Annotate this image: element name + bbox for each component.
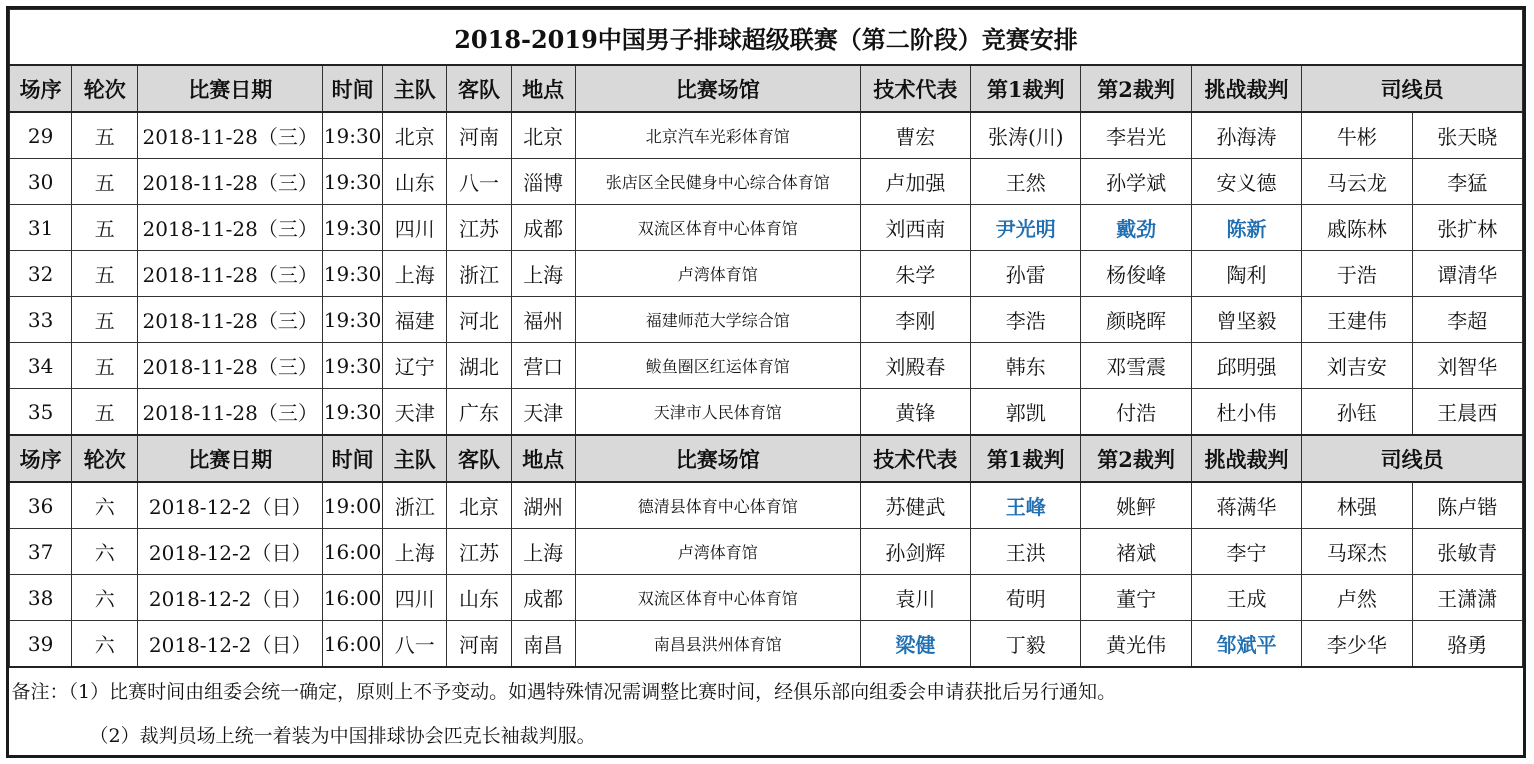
cell-home: 四川 [383,575,447,621]
cell-round: 五 [72,297,138,343]
header-ref2: 第2裁判 [1081,65,1191,112]
cell-venue: 天津市人民体育馆 [575,389,860,436]
note-row-1 [10,667,1523,712]
cell-date: 2018-11-28（三） [138,343,323,389]
cell-date: 2018-12-2（日） [138,482,323,529]
cell-line2: 张天晓 [1412,112,1522,159]
cell-place: 北京 [511,112,575,159]
cell-delegate: 孙剑辉 [860,529,970,575]
cell-delegate: 黄锋 [860,389,970,436]
cell-home: 北京 [383,112,447,159]
cell-delegate: 曹宏 [860,112,970,159]
schedule-table [9,9,1523,756]
cell-venue: 德清县体育中心体育馆 [575,482,860,529]
cell-line1: 戚陈林 [1302,205,1412,251]
cell-line1: 林强 [1302,482,1412,529]
cell-line1: 孙钰 [1302,389,1412,436]
cell-ref2: 李岩光 [1081,112,1191,159]
cell-line2: 刘智华 [1412,343,1522,389]
cell-round: 五 [72,159,138,205]
cell-round: 六 [72,482,138,529]
cell-round: 六 [72,621,138,668]
cell-line1: 牛彬 [1302,112,1412,159]
cell-round: 五 [72,343,138,389]
round-six-rows [10,482,1523,667]
cell-seq: 32 [10,251,72,297]
header-ref1: 第1裁判 [971,435,1081,482]
cell-seq: 39 [10,621,72,668]
cell-away: 北京 [447,482,511,529]
header-ref2: 第2裁判 [1081,435,1191,482]
cell-time: 16:00 [323,529,383,575]
cell-challenge: 王成 [1191,575,1301,621]
cell-venue: 双流区体育中心体育馆 [575,575,860,621]
cell-challenge: 孙海涛 [1191,112,1301,159]
header-place: 地点 [511,435,575,482]
cell-time: 19:30 [323,112,383,159]
cell-date: 2018-11-28（三） [138,297,323,343]
cell-place: 上海 [511,251,575,297]
cell-ref1: 张涛(川) [971,112,1081,159]
cell-away: 河南 [447,621,511,668]
cell-date: 2018-11-28（三） [138,159,323,205]
cell-place: 上海 [511,529,575,575]
cell-delegate: 苏健武 [860,482,970,529]
cell-line1: 马云龙 [1302,159,1412,205]
header-round: 轮次 [72,435,138,482]
cell-home: 上海 [383,251,447,297]
cell-ref1: 李浩 [971,297,1081,343]
cell-seq: 34 [10,343,72,389]
cell-time: 19:30 [323,389,383,436]
cell-ref2: 戴劲 [1081,205,1191,251]
cell-round: 五 [72,112,138,159]
cell-date: 2018-12-2（日） [138,621,323,668]
header-seq: 场序 [10,435,72,482]
cell-line1: 卢然 [1302,575,1412,621]
cell-seq: 30 [10,159,72,205]
table-row [10,482,1523,529]
table-row [10,343,1523,389]
header-delegate: 技术代表 [860,65,970,112]
header-date: 比赛日期 [138,65,323,112]
cell-time: 16:00 [323,575,383,621]
table-row [10,297,1523,343]
cell-delegate: 李刚 [860,297,970,343]
cell-venue: 鲅鱼圈区红运体育馆 [575,343,860,389]
cell-time: 19:30 [323,343,383,389]
cell-date: 2018-11-28（三） [138,112,323,159]
cell-ref1: 尹光明 [971,205,1081,251]
cell-line1: 刘吉安 [1302,343,1412,389]
cell-date: 2018-12-2（日） [138,529,323,575]
cell-ref2: 董宁 [1081,575,1191,621]
cell-home: 天津 [383,389,447,436]
cell-place: 湖州 [511,482,575,529]
cell-challenge: 邹斌平 [1191,621,1301,668]
cell-venue: 卢湾体育馆 [575,529,860,575]
cell-venue: 福建师范大学综合馆 [575,297,860,343]
cell-challenge: 陈新 [1191,205,1301,251]
cell-home: 山东 [383,159,447,205]
title-row [10,10,1523,66]
cell-seq: 36 [10,482,72,529]
cell-line2: 李猛 [1412,159,1522,205]
table-row [10,205,1523,251]
note-2: （2）裁判员场上统一着装为中国排球协会匹克长袖裁判服。 [89,724,596,747]
cell-round: 六 [72,529,138,575]
cell-ref1: 王洪 [971,529,1081,575]
header-linesman: 司线员 [1302,65,1523,112]
cell-line2: 王潇潇 [1412,575,1522,621]
header-venue: 比赛场馆 [575,435,860,482]
cell-ref2: 姚鲆 [1081,482,1191,529]
cell-line2: 张敏青 [1412,529,1522,575]
cell-time: 19:30 [323,205,383,251]
cell-ref1: 王峰 [971,482,1081,529]
header-linesman: 司线员 [1302,435,1523,482]
cell-home: 四川 [383,205,447,251]
header-home: 主队 [383,435,447,482]
cell-venue: 双流区体育中心体育馆 [575,205,860,251]
cell-place: 福州 [511,297,575,343]
table-row [10,529,1523,575]
header-challenge: 挑战裁判 [1191,65,1301,112]
table-row [10,112,1523,159]
cell-ref2: 孙学斌 [1081,159,1191,205]
cell-line2: 张扩林 [1412,205,1522,251]
cell-away: 江苏 [447,529,511,575]
cell-challenge: 陶利 [1191,251,1301,297]
header-place: 地点 [511,65,575,112]
cell-delegate: 刘殿春 [860,343,970,389]
table-row [10,575,1523,621]
note-1: 备注：（1）比赛时间由组委会统一确定，原则上不予变动。如遇特殊情况需调整比赛时间，经俱乐部向组委会申请获批后另行通知。 [10,667,1523,712]
cell-away: 八一 [447,159,511,205]
header-home: 主队 [383,65,447,112]
cell-venue: 张店区全民健身中心综合体育馆 [575,159,860,205]
cell-challenge: 蒋满华 [1191,482,1301,529]
header-challenge: 挑战裁判 [1191,435,1301,482]
cell-round: 五 [72,389,138,436]
cell-ref2: 颜晓晖 [1081,297,1191,343]
cell-round: 五 [72,251,138,297]
table-row [10,251,1523,297]
cell-challenge: 杜小伟 [1191,389,1301,436]
header-time: 时间 [323,435,383,482]
cell-delegate: 卢加强 [860,159,970,205]
cell-date: 2018-11-28（三） [138,205,323,251]
cell-time: 19:30 [323,297,383,343]
header-seq: 场序 [10,65,72,112]
cell-round: 五 [72,205,138,251]
cell-away: 河北 [447,297,511,343]
cell-date: 2018-11-28（三） [138,251,323,297]
cell-ref2: 黄光伟 [1081,621,1191,668]
cell-line1: 马琛杰 [1302,529,1412,575]
table-row [10,389,1523,436]
cell-date: 2018-12-2（日） [138,575,323,621]
cell-line2: 李超 [1412,297,1522,343]
cell-delegate: 梁健 [860,621,970,668]
cell-ref2: 付浩 [1081,389,1191,436]
cell-date: 2018-11-28（三） [138,389,323,436]
cell-delegate: 刘西南 [860,205,970,251]
cell-seq: 38 [10,575,72,621]
cell-ref1: 荀明 [971,575,1081,621]
header-time: 时间 [323,65,383,112]
cell-home: 八一 [383,621,447,668]
cell-away: 湖北 [447,343,511,389]
cell-seq: 31 [10,205,72,251]
cell-away: 浙江 [447,251,511,297]
cell-time: 19:30 [323,159,383,205]
cell-ref1: 王然 [971,159,1081,205]
cell-challenge: 曾坚毅 [1191,297,1301,343]
cell-line2: 王晨西 [1412,389,1522,436]
header-row [10,65,1523,112]
cell-ref2: 杨俊峰 [1081,251,1191,297]
cell-ref1: 丁毅 [971,621,1081,668]
header-delegate: 技术代表 [860,435,970,482]
cell-away: 广东 [447,389,511,436]
cell-home: 上海 [383,529,447,575]
cell-venue: 南昌县洪州体育馆 [575,621,860,668]
header-row-2 [10,435,1523,482]
cell-round: 六 [72,575,138,621]
cell-line1: 于浩 [1302,251,1412,297]
cell-away: 河南 [447,112,511,159]
header-ref1: 第1裁判 [971,65,1081,112]
cell-line1: 李少华 [1302,621,1412,668]
cell-line1: 王建伟 [1302,297,1412,343]
round-five-rows [10,112,1523,435]
schedule-sheet [6,6,1526,758]
cell-away: 山东 [447,575,511,621]
cell-ref2: 邓雪震 [1081,343,1191,389]
header-venue: 比赛场馆 [575,65,860,112]
cell-challenge: 邱明强 [1191,343,1301,389]
note-row-2 [10,712,1523,756]
cell-ref1: 韩东 [971,343,1081,389]
header-away: 客队 [447,65,511,112]
cell-away: 江苏 [447,205,511,251]
header-date: 比赛日期 [138,435,323,482]
cell-time: 19:00 [323,482,383,529]
table-row [10,621,1523,668]
cell-seq: 29 [10,112,72,159]
table-title: 2018-2019中国男子排球超级联赛（第二阶段）竞赛安排 [10,10,1523,66]
cell-seq: 35 [10,389,72,436]
cell-delegate: 袁川 [860,575,970,621]
cell-place: 南昌 [511,621,575,668]
cell-place: 天津 [511,389,575,436]
cell-place: 成都 [511,205,575,251]
cell-home: 辽宁 [383,343,447,389]
cell-home: 浙江 [383,482,447,529]
header-away: 客队 [447,435,511,482]
cell-venue: 北京汽车光彩体育馆 [575,112,860,159]
cell-home: 福建 [383,297,447,343]
cell-line2: 陈卢锴 [1412,482,1522,529]
cell-venue: 卢湾体育馆 [575,251,860,297]
cell-line2: 骆勇 [1412,621,1522,668]
cell-time: 16:00 [323,621,383,668]
cell-place: 淄博 [511,159,575,205]
cell-ref1: 孙雷 [971,251,1081,297]
cell-line2: 谭清华 [1412,251,1522,297]
cell-challenge: 李宁 [1191,529,1301,575]
cell-place: 成都 [511,575,575,621]
cell-ref1: 郭凯 [971,389,1081,436]
cell-challenge: 安义德 [1191,159,1301,205]
cell-ref2: 褚斌 [1081,529,1191,575]
cell-place: 营口 [511,343,575,389]
cell-time: 19:30 [323,251,383,297]
header-round: 轮次 [72,65,138,112]
cell-seq: 37 [10,529,72,575]
cell-seq: 33 [10,297,72,343]
table-row [10,159,1523,205]
cell-delegate: 朱学 [860,251,970,297]
